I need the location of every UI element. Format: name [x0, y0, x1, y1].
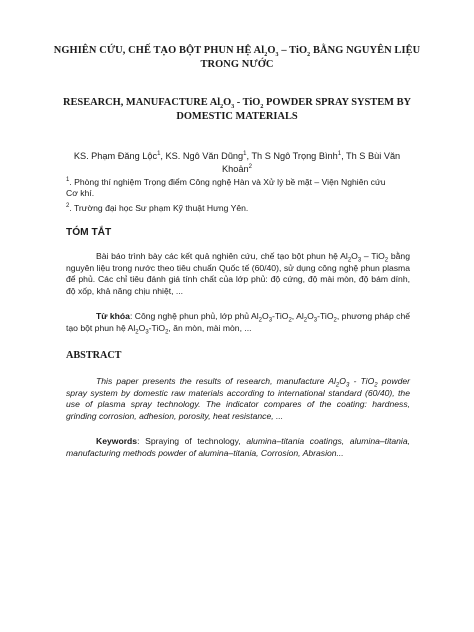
- title-vietnamese-line-2: TRONG NƯỚC: [200, 59, 274, 70]
- text-run: : Công nghệ phun phủ, lớp phủ Al: [129, 311, 259, 321]
- subscript: 2: [384, 257, 389, 264]
- abstract-text: [66, 376, 410, 422]
- text-run: O: [262, 311, 269, 321]
- subscript: 2: [288, 317, 292, 324]
- author-name: Khoản: [222, 163, 249, 174]
- title-en-text: - TiO: [234, 97, 261, 108]
- text-run: -TiO: [317, 311, 334, 321]
- text-run: bằng nguyên liệu trong nước theo tiêu chuẩn Quốc tế (60/40), sử dụng công nghệ phun plasma để phủ. Các chỉ tiêu đánh giá tính chất của lớp phủ: độ cứng, độ mài mòn, độ bám dính, độ xốp, khả năng chịu nhiệt, ...: [66, 251, 410, 296]
- text-run: , phương pháp chế tạo bột phun hệ Al: [66, 311, 411, 333]
- subscript: 3: [313, 317, 318, 324]
- subscript: 2: [264, 52, 268, 59]
- tomtat-keywords: [66, 311, 410, 334]
- title-en-text: RESEARCH, MANUFACTURE Al: [62, 97, 221, 108]
- affiliation-marker: 1: [66, 177, 70, 184]
- subscript: 3: [345, 382, 350, 389]
- text-run: : Spraying of technology,: [137, 436, 247, 446]
- author-name: KS. Phạm Đăng Lộc: [73, 151, 158, 161]
- author-name: , Th S Bùi Văn: [341, 151, 401, 161]
- text-run: , ăn mòn, mài mòn, ...: [168, 322, 252, 333]
- title-english-line-2: DOMESTIC MATERIALS: [176, 111, 298, 122]
- affiliation-2: [66, 203, 386, 214]
- title-vi-text: O: [267, 45, 276, 56]
- text-run: O: [339, 376, 346, 386]
- abstract-keywords-text: [66, 436, 410, 459]
- text-run: O: [351, 251, 358, 261]
- keywords-label: Keywords: [96, 436, 138, 446]
- subscript: 2: [135, 329, 139, 336]
- subscript: 2: [335, 382, 340, 389]
- tomtat-keywords-text: [66, 311, 410, 334]
- title-vietnamese-line-1: [50, 44, 424, 58]
- author-name: , Th S Ngô Trọng Bình: [246, 151, 338, 161]
- subscript: 2: [220, 104, 224, 111]
- subscript: 2: [333, 317, 337, 324]
- affiliation-marker: 2: [248, 163, 252, 170]
- text-run: This paper presents the results of research, manufacture Al: [96, 376, 336, 386]
- affiliation-1: [66, 177, 386, 199]
- subscript: 3: [357, 257, 362, 264]
- keywords-label: Từ khóa: [96, 311, 130, 321]
- affiliation-marker: 1: [243, 150, 247, 157]
- affiliation-text: . Trường đại học Sư phạm Kỹ thuật Hưng Yên.: [69, 203, 249, 213]
- title-vi-text: – TiO: [278, 45, 308, 56]
- subscript: 3: [268, 317, 273, 324]
- subscript: 2: [347, 257, 352, 264]
- text-run: powder spray system by domestic raw materials according to international standard (60/40), the use of plasma spray technology. The indicator compares of the coating: hardness, grinding corrosion, adhesion, porosity, heat resistance, ...: [66, 376, 410, 421]
- text-run: -TiO: [148, 322, 166, 333]
- text-run: Bài báo trình bày các kết quả nghiên cứu, chế tạo bột phun hệ Al: [96, 251, 348, 261]
- text-run: , Al: [291, 311, 304, 321]
- text-run: O: [138, 322, 146, 333]
- text-run: - TiO: [349, 376, 375, 386]
- subscript: 3: [231, 104, 235, 111]
- title-vi-text: BẰNG NGUYÊN LIỆU: [310, 45, 421, 56]
- title-english-line-1: [50, 96, 424, 110]
- affiliation-marker: 1: [157, 150, 161, 157]
- subscript: 2: [165, 329, 169, 336]
- title-vi-text: NGHIÊN CỨU, CHẾ TẠO BỘT PHUN HỆ Al: [53, 45, 265, 56]
- text-run: -TiO: [272, 311, 289, 321]
- text-run: alumina–titania coatings, alumina–titania, manufacturing methods powder of alumina–titania, Corrosion, Abrasion...: [66, 436, 410, 458]
- affiliation-marker: 1: [337, 150, 342, 157]
- author-list: [66, 150, 408, 175]
- abstract-keywords: [66, 436, 410, 459]
- subscript: 3: [275, 52, 279, 59]
- abstract-heading: ABSTRACT: [66, 350, 122, 361]
- subscript: 3: [145, 329, 149, 336]
- title-en-text: POWDER SPRAY SYSTEM BY: [263, 97, 411, 108]
- title-en-text: O: [223, 97, 232, 108]
- title-english: [50, 96, 424, 124]
- subscript: 2: [260, 104, 264, 111]
- affiliation-text: . Phòng thí nghiệm Trọng điểm Công nghệ Hàn và Xử lý bề mặt – Viện Nghiên cứu Cơ khí.: [66, 177, 386, 198]
- title-vietnamese: [50, 44, 424, 72]
- text-run: O: [307, 311, 314, 321]
- text-run: – TiO: [361, 251, 385, 261]
- abstract-paragraph: [66, 376, 410, 422]
- affiliation-marker: 2: [66, 203, 70, 210]
- tomtat-paragraph: [66, 251, 410, 297]
- subscript: 2: [258, 317, 263, 324]
- tomtat-heading: TÓM TẮT: [66, 227, 112, 238]
- subscript: 2: [307, 52, 311, 59]
- subscript: 2: [374, 382, 378, 389]
- author-name: , KS. Ngô Văn Dũng: [160, 151, 244, 161]
- subscript: 2: [303, 317, 308, 324]
- tomtat-text: [66, 251, 410, 297]
